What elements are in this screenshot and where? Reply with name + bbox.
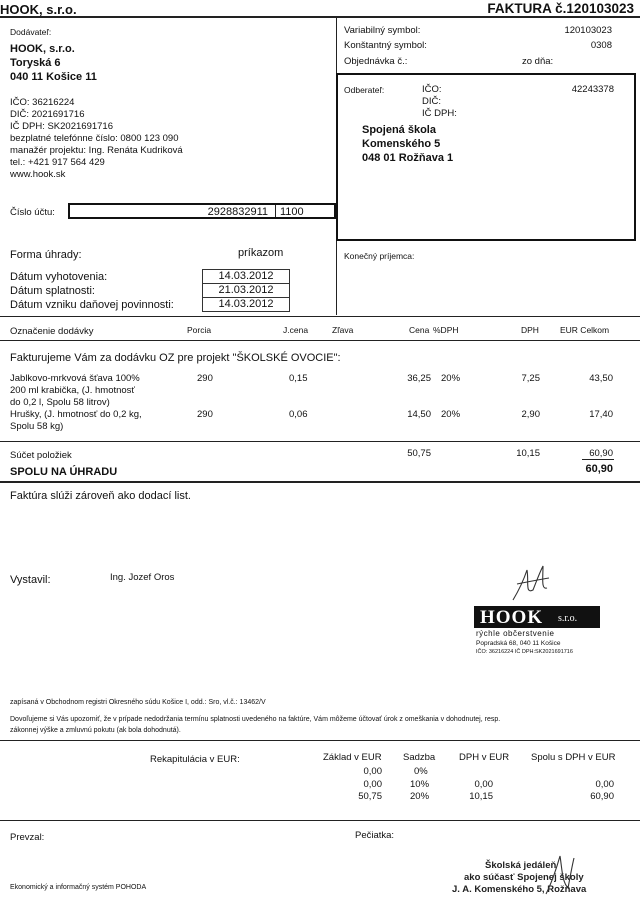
customer-city: 048 01 Rožňava 1 xyxy=(362,152,454,164)
customer-dic-label: DIČ: xyxy=(422,96,441,107)
item-1-price: 36,25 xyxy=(407,373,431,384)
supplier-icdph: IČ DPH: SK2021691716 xyxy=(10,121,113,132)
col-header-price: Cena xyxy=(409,325,430,335)
col-header-name: Označenie dodávky xyxy=(10,326,94,337)
recap-header-base: Základ v EUR xyxy=(323,752,382,763)
item-1-line2: 200 ml krabička, (J. hmotnosť xyxy=(10,385,135,396)
item-1-line3: do 0,2 l, Spolu 58 litrov) xyxy=(10,397,110,408)
item-2-line2: Spolu 58 kg) xyxy=(10,421,64,432)
school-stamp-line-1: Školská jedáleň xyxy=(485,860,557,871)
customer-box xyxy=(336,73,636,241)
var-symbol-label: Variabilný symbol: xyxy=(344,25,421,36)
item-2-unit-price: 0,06 xyxy=(289,409,308,420)
item-1-vat-pct: 20% xyxy=(441,373,461,384)
const-symbol-label: Konštantný symbol: xyxy=(344,40,427,51)
payment-form-label: Forma úhrady: xyxy=(10,249,82,261)
supplier-signature xyxy=(505,560,555,610)
tax-date-label: Dátum vzniku daňovej povinnosti: xyxy=(10,299,174,311)
recap-row-3-rate: 20% xyxy=(410,791,430,802)
order-from-label: zo dňa: xyxy=(522,56,554,67)
recipient-signature xyxy=(540,848,580,898)
table-header-rule xyxy=(0,340,640,341)
school-stamp-line-3: J. A. Komenského 5, Rožňava xyxy=(452,884,587,895)
account-bank: 1100 xyxy=(280,206,304,218)
sum-price: 50,75 xyxy=(407,448,431,459)
col-header-vat: DPH xyxy=(521,325,539,335)
due-date-label: Dátum splatnosti: xyxy=(10,285,95,297)
supplier-manager: manažér projektu: Ing. Renáta Kudriková xyxy=(10,145,183,156)
sum-label: Súčet položiek xyxy=(10,450,72,461)
supplier-label: Dodávateľ: xyxy=(10,27,52,37)
recap-header-rate: Sadzba xyxy=(403,752,436,763)
supplier-dic: DIČ: 2021691716 xyxy=(10,109,85,120)
company-header: HOOK, s.r.o. xyxy=(0,2,77,17)
item-1-unit-price: 0,15 xyxy=(289,373,308,384)
supplier-phone-free: bezplatné telefónne číslo: 0800 123 090 xyxy=(10,133,179,144)
recap-row-2-total: 0,00 xyxy=(595,779,614,790)
tax-date-value: 14.03.2012 xyxy=(202,297,290,312)
item-2-line1: Hrušky, (J. hmotnosť do 0,2 kg, xyxy=(10,409,142,420)
customer-ico-label: IČO: xyxy=(422,84,442,95)
invoice-title: FAKTURA č.120103023 xyxy=(487,1,634,16)
account-box xyxy=(68,203,336,219)
due-rule xyxy=(0,481,640,483)
item-2-vat-pct: 20% xyxy=(441,409,461,420)
stamp-address: Popradská 68, 040 11 Košice xyxy=(476,640,561,647)
notice-line-1: Dovoľujeme si Vás upozorniť, že v prípade nedodržania termínu splatnosti uvedeného na faktúre, Vám môžeme účtovať úrok z omeškania v dohodnutej, resp. xyxy=(10,716,501,723)
item-2-price: 14,50 xyxy=(407,409,431,420)
item-1-qty: 290 xyxy=(197,373,213,384)
recap-header-total: Spolu s DPH v EUR xyxy=(531,752,616,763)
issue-date-value: 14.03.2012 xyxy=(202,269,290,284)
item-1-line1: Jablkovo-mrkvová šťava 100% xyxy=(10,373,140,384)
recap-header-vat: DPH v EUR xyxy=(459,752,510,763)
header-rule xyxy=(0,16,640,18)
payment-form-value: príkazom xyxy=(238,247,284,259)
issuer-label: Vystavil: xyxy=(10,574,51,586)
customer-label: Odberateľ: xyxy=(344,85,385,95)
item-1-vat: 7,25 xyxy=(521,373,540,384)
supplier-street: Toryská 6 xyxy=(10,57,61,69)
supplier-tel: tel.: +421 917 564 429 xyxy=(10,157,105,168)
sum-total-underline xyxy=(582,459,614,460)
supplier-name: HOOK, s.r.o. xyxy=(10,43,75,55)
item-2-vat: 2,90 xyxy=(521,409,540,420)
received-label: Prevzal: xyxy=(10,832,45,843)
col-header-vat-pct: %DPH xyxy=(433,325,459,335)
customer-icdph-label: IČ DPH: xyxy=(422,108,457,119)
recap-row-3-base: 50,75 xyxy=(358,791,382,802)
table-top-rule xyxy=(0,316,640,317)
stamp-slogan: rýchle občerstvenie xyxy=(476,629,555,638)
supplier-stamp xyxy=(474,606,600,658)
customer-street: Komenského 5 xyxy=(362,138,441,150)
stamp-logo-block xyxy=(474,606,600,628)
customer-ico-value: 42243378 xyxy=(571,84,614,95)
school-stamp-line-2: ako súčasť Spojenej školy xyxy=(464,872,584,883)
supplier-city: 040 11 Košice 11 xyxy=(10,71,97,83)
due-date-value: 21.03.2012 xyxy=(202,283,290,298)
recap-row-3-vat: 10,15 xyxy=(469,791,493,802)
items-intro: Fakturujeme Vám za dodávku OZ pre projekt "ŠKOLSKÉ OVOCIE": xyxy=(10,352,341,364)
item-2-qty: 290 xyxy=(197,409,213,420)
recap-rule xyxy=(0,820,640,821)
order-label: Objednávka č.: xyxy=(344,56,408,67)
supplier-ico: IČO: 36216224 xyxy=(10,97,75,108)
var-symbol-value: 120103023 xyxy=(564,25,612,36)
recap-row-3-total: 60,90 xyxy=(590,791,614,802)
sum-vat: 10,15 xyxy=(516,448,540,459)
stamp-label: Pečiatka: xyxy=(355,830,395,841)
col-header-discount: Zľava xyxy=(332,325,354,335)
col-header-qty: Porcia xyxy=(187,325,212,335)
notice-line-2: zákonnej výške a zmluvnú pokutu (ak bola dohodnutá). xyxy=(10,727,181,734)
customer-name: Spojená škola xyxy=(362,124,436,136)
recap-row-1-rate: 0% xyxy=(414,766,428,777)
items-end-rule xyxy=(0,441,640,442)
registry-note: zapísaná v Obchodnom registri Okresného súdu Košice I, odd.: Sro, vl.č.: 13462/V xyxy=(10,699,266,706)
account-number: 2928832911 xyxy=(207,206,268,218)
recap-row-2-rate: 10% xyxy=(410,779,430,790)
stamp-brand: HOOK xyxy=(480,607,544,628)
stamp-ids: IČO: 36216224 IČ DPH:SK2021691716 xyxy=(476,649,573,655)
issue-date-label: Dátum vyhotovenia: xyxy=(10,271,108,283)
notice-rule xyxy=(0,740,640,741)
recap-row-2-vat: 0,00 xyxy=(474,779,493,790)
account-box-divider xyxy=(275,205,276,217)
col-header-unit-price: J.cena xyxy=(283,325,309,335)
sum-total: 60,90 xyxy=(589,448,613,459)
stamp-suffix: s.r.o. xyxy=(558,613,578,624)
recap-label: Rekapitulácia v EUR: xyxy=(150,754,240,765)
const-symbol-value: 0308 xyxy=(590,40,612,51)
payment-divider xyxy=(336,241,337,315)
delivery-note: Faktúra slúži zároveň ako dodací list. xyxy=(10,490,191,502)
recap-row-1-base: 0,00 xyxy=(363,766,382,777)
item-2-total: 17,40 xyxy=(589,409,613,420)
issuer-name: Ing. Jozef Oros xyxy=(110,572,175,583)
recap-row-2-base: 0,00 xyxy=(363,779,382,790)
col-header-total: EUR Celkom xyxy=(560,325,610,335)
system-note: Ekonomický a informačný systém POHODA xyxy=(10,884,147,891)
supplier-web: www.hook.sk xyxy=(10,169,66,180)
due-total: 60,90 xyxy=(585,463,613,475)
account-label: Číslo účtu: xyxy=(10,207,55,218)
final-recipient-label: Konečný príjemca: xyxy=(344,251,415,261)
item-1-total: 43,50 xyxy=(589,373,613,384)
due-label: SPOLU NA ÚHRADU xyxy=(10,466,118,478)
